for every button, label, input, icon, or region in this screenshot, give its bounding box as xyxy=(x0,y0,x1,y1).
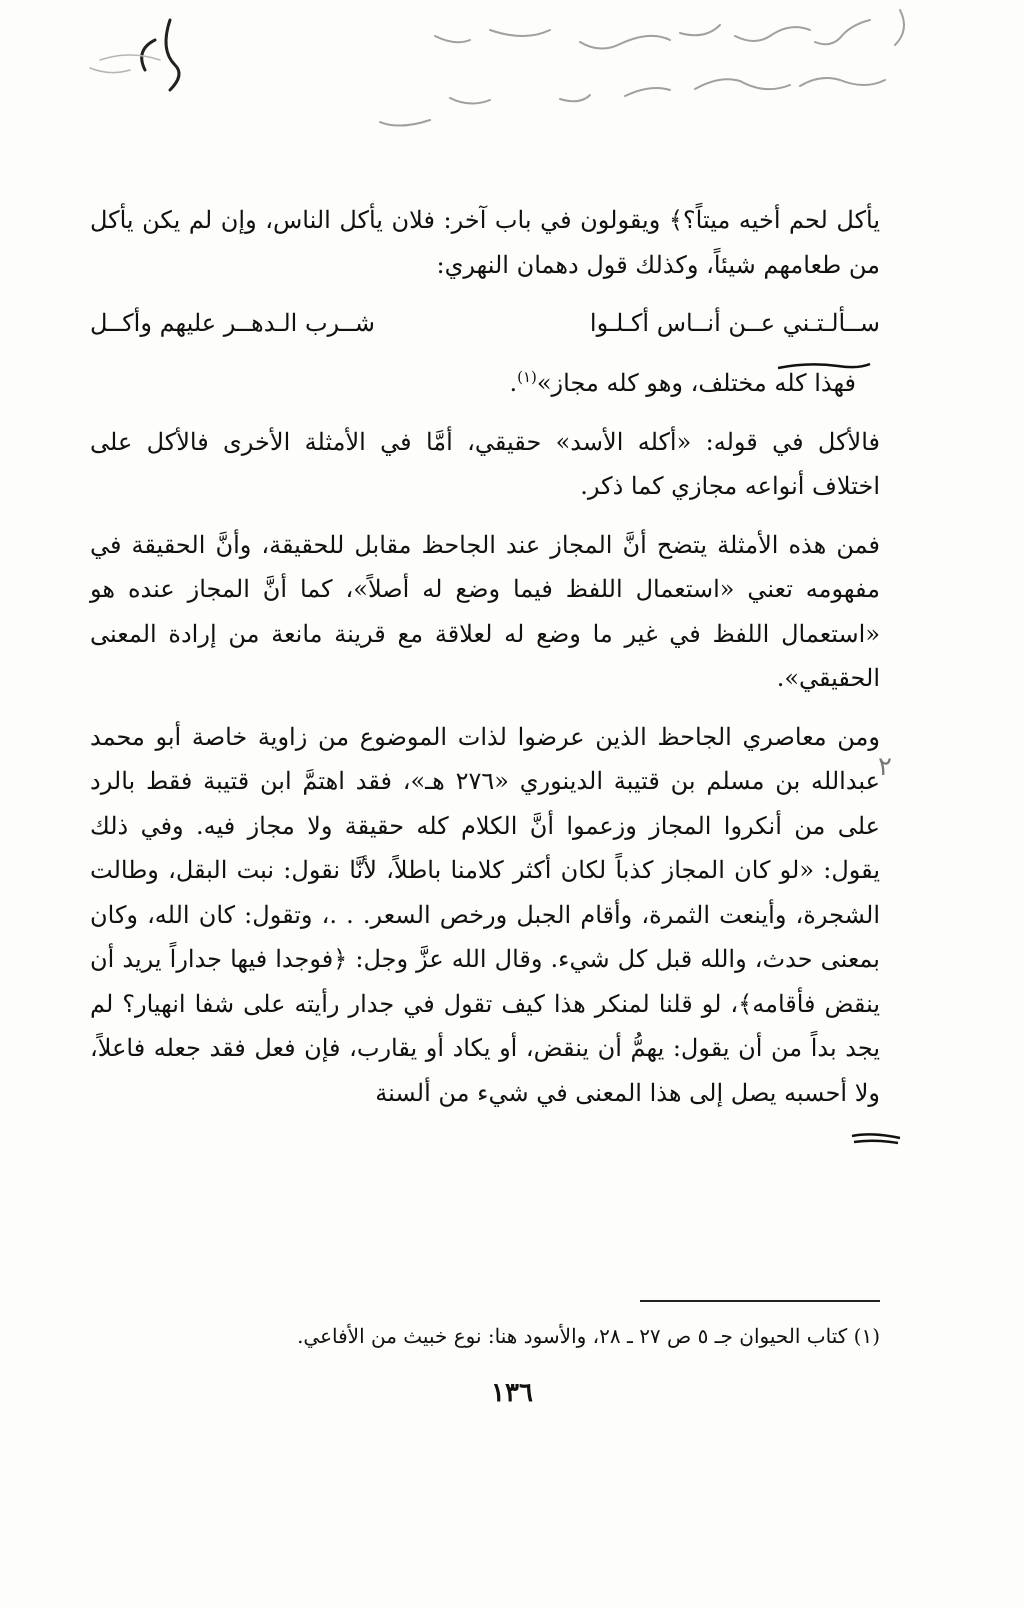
footnote-divider xyxy=(640,1300,880,1302)
paragraph-3: فمن هذه الأمثلة يتضح أنَّ المجاز عند الجاحظ مقابل للحقيقة، وأنَّ الحقيقة في مفهومه تعني «استعمال اللفظ فيما وضع له أصلاً»، كما أنَّ المجاز عنده هو «استعمال اللفظ في غير ما وضع له لعلاقة مع قرينة مانعة من إرادة المعنى الحقيقي». xyxy=(90,530,880,692)
paragraph-4: ومن معاصري الجاحظ الذين عرضوا لذات الموضوع من زاوية خاصة أبو محمد عبدالله بن مسلم بن قتيبة الدينوري «٢٧٦ هـ»، فقد اهتمَّ ابن قتيبة فقط بالرد على من أنكروا المجاز وزعموا أنَّ الكلام كله حقيقة ولا مجاز فيه. وفي ذلك يقول: «لو كان المجاز كذباً لكان أكثر كلامنا باطلاً، لأنَّا نقول: نبت البقل، وطالت الشجرة، وأينعت الثمرة، وأقام الجبل ورخص السعر. . .، وتقول: كان الله، وكان بمعنى حدث، والله قبل كل شيء. وقال الله عزَّ وجل: ﴿فوجدا فيها جداراً يريد أن ينقض فأقامه﴾، لو قلنا لمنكر هذا كيف تقول في جدار رأيته على شفا انهيار؟ لم يجد بداً من أن يقول: يهمُّ أن ينقض، أو يكاد أو يقارب، فإن فعل فقد جعله فاعلاً، ولا أحسبه يصل إلى هذا المعنى في شيء من ألسنة xyxy=(90,722,880,1107)
margin-pencil-mark: ٢ xyxy=(878,752,892,782)
pen-underline-mark xyxy=(776,360,872,374)
verse-right-hemistich: ســألـتـني عــن أنــاس أكـلـوا xyxy=(589,309,880,337)
footnote: (١) كتاب الحيوان جـ ٥ ص ٢٧ ـ ٢٨، والأسود هنا: نوع خبيث من الأفاعي. xyxy=(297,1324,880,1348)
paragraph-1: يأكل لحم أخيه ميتاً؟﴾ ويقولون في باب آخر: فلان يأكل الناس، وإن لم يكن يأكل من طعامهم شيئاً، وكذلك قول دهمان النهري: xyxy=(90,206,880,279)
verse-comment: فهذا كله مختلف، وهو كله مجاز»$^{(١)}$. xyxy=(509,368,856,397)
page-number: ١٣٦ xyxy=(491,1378,533,1408)
footnote-reference: (١) xyxy=(517,368,537,386)
pen-underline-mark xyxy=(850,1130,902,1146)
main-text-column xyxy=(90,198,880,1129)
pencil-handwriting-scribble xyxy=(70,0,950,150)
poetry-verse xyxy=(90,301,880,345)
verse-comment-text: فهذا كله مختلف، وهو كله مجاز» xyxy=(536,369,856,397)
verse-left-hemistich: شــرب الـدهــر عليهم وأكــل xyxy=(90,309,375,337)
paragraph-2: فالأكل في قوله: «أكله الأسد» حقيقي، أمَّا في الأمثلة الأخرى فالأكل على اختلاف أنواعه مجازي كما ذكر. xyxy=(90,427,880,500)
